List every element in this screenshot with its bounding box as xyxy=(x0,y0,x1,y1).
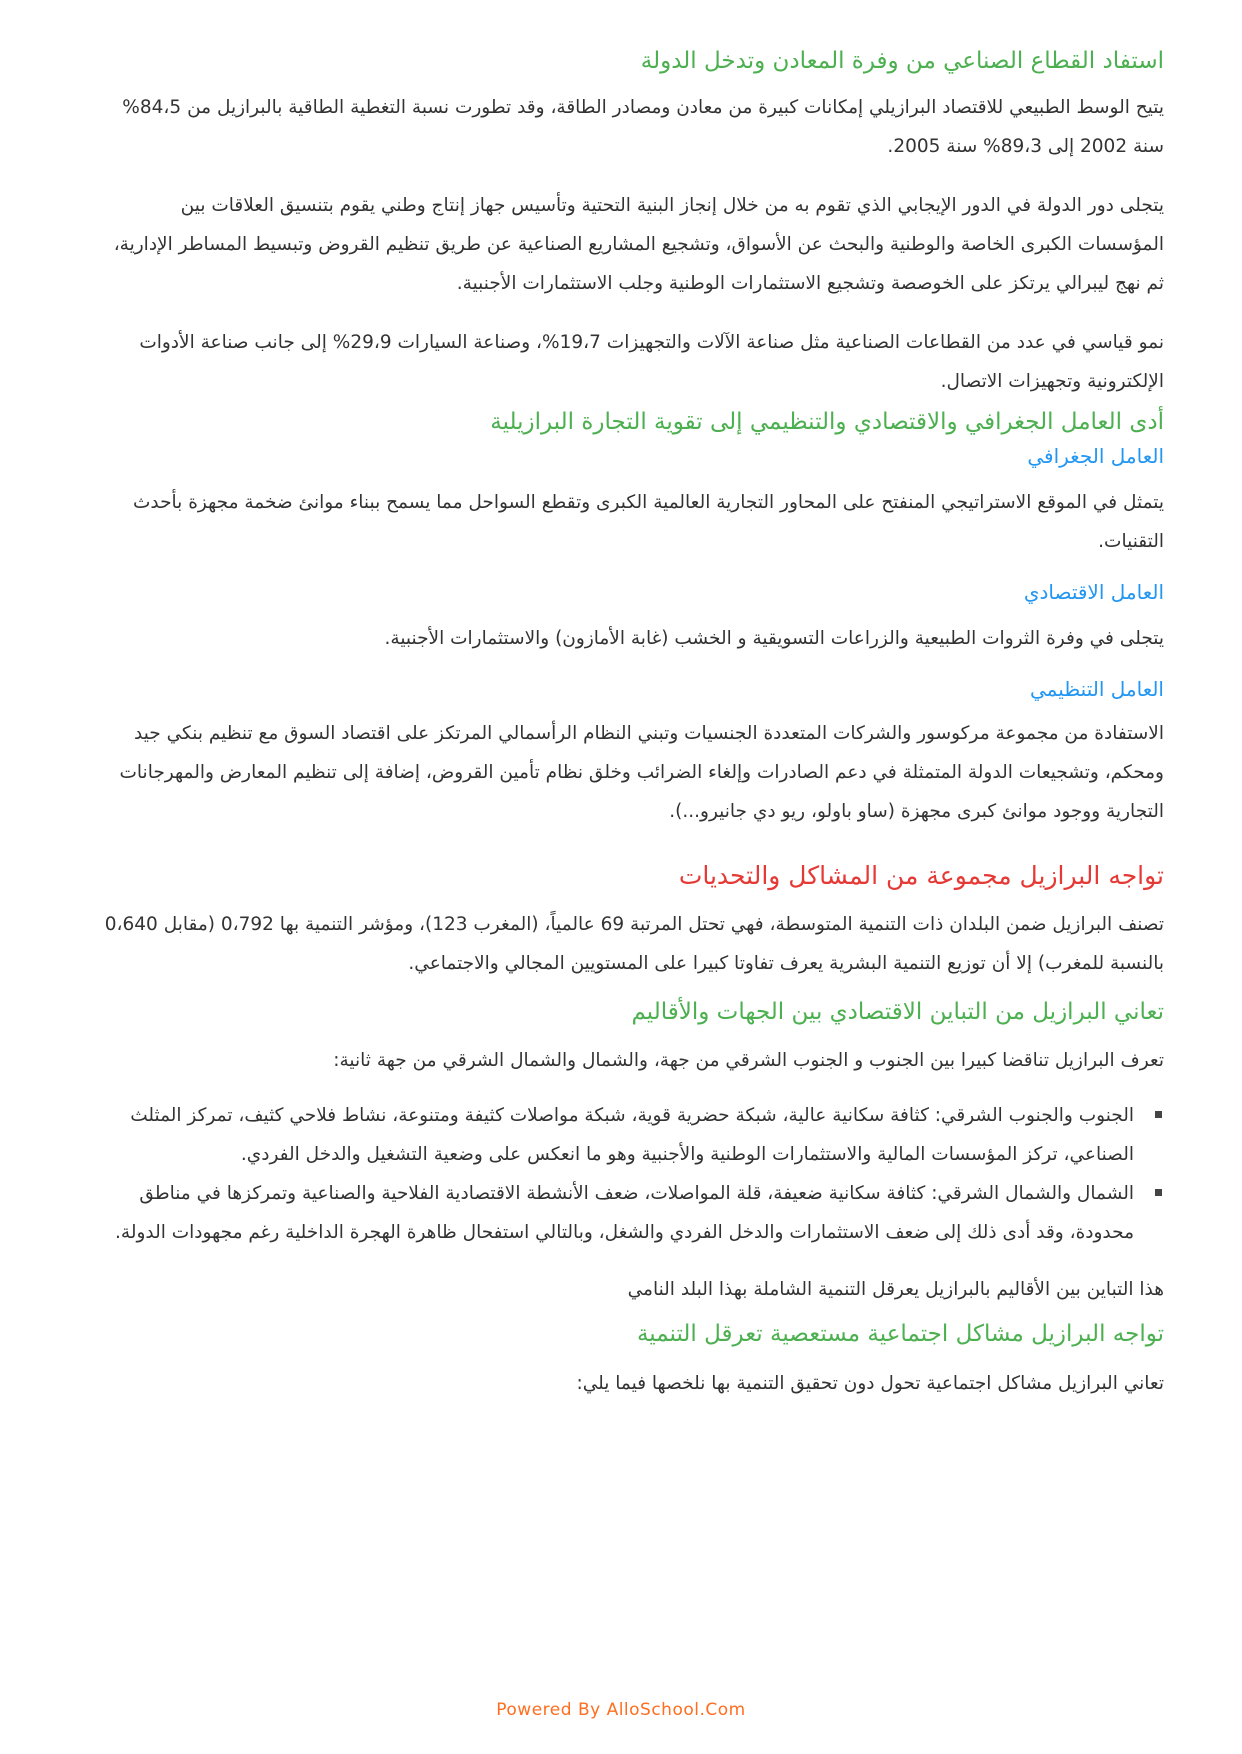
paragraph-economic: يتجلى في وفرة الثروات الطبيعية والزراعات التسويقية و الخشب (غابة الأمازون) والاستثمارات الأجنبية. xyxy=(384,628,1164,649)
disparity-list xyxy=(92,1096,1164,1252)
paragraph-geographic: يتمثل في الموقع الاستراتيجي المنفتح على المحاور التجارية العالمية الكبرى وتقطع السواحل مما يسمح ببناء موانئ ضخمة مجهزة بأحدث التقنيات. xyxy=(132,492,1164,552)
list-item-text: الشمال والشمال الشرقي: كثافة سكانية ضعيفة، قلة المواصلات، ضعف الأنشطة الاقتصادية الفلاحية والصناعية وتمركزها في مناطق محدودة، وقد أدى ذلك إلى ضعف الاستثمارات والدخل الفردي والشغل، وبالتالي استفحال ظاهرة الهجرة الداخلية رغم مجهودات الدولة. xyxy=(115,1183,1134,1243)
list-item xyxy=(92,1174,1134,1252)
section-heading-industry: استفاد القطاع الصناعي من وفرة المعادن وتدخل الدولة xyxy=(640,48,1164,74)
section-heading-trade: أدى العامل الجغرافي والاقتصادي والتنظيمي إلى تقوية التجارة البرازيلية xyxy=(490,408,1164,435)
paragraph-organizational: الاستفادة من مجموعة مركوسور والشركات المتعددة الجنسيات وتبني النظام الرأسمالي المرتكز على اقتصاد السوق مع تنظيم بنكي جيد ومحكم، وتشجيعات الدولة المتمثلة في دعم الصادرات وإلغاء الضرائب وخلق نظام تأمين القروض، إضافة إلى تنظيم المعارض والمهرجانات التجارية ووجود موانئ كبرى مجهزة (ساو باولو، ريو دي جانيرو...). xyxy=(119,723,1164,822)
paragraph-disparity-intro: تعرف البرازيل تناقضا كبيرا بين الجنوب و الجنوب الشرقي من جهة، والشمال والشمال الشرقي من جهة ثانية: xyxy=(333,1050,1164,1071)
footer-powered-by: Powered By AlloSchool.Com xyxy=(496,1700,746,1720)
section-heading-challenges: تواجه البرازيل مجموعة من المشاكل والتحديات xyxy=(678,861,1164,890)
subheading-geographic: العامل الجغرافي xyxy=(1027,444,1164,468)
square-bullet-icon xyxy=(1155,1111,1162,1118)
paragraph-social-intro: تعاني البرازيل مشاكل اجتماعية تحول دون تحقيق التنمية بها نلخصها فيما يلي: xyxy=(576,1372,1164,1394)
section-heading-regional-disparity: تعاني البرازيل من التباين الاقتصادي بين الجهات والأقاليم xyxy=(631,998,1164,1025)
subheading-organizational: العامل التنظيمي xyxy=(1029,677,1164,701)
list-item-text: الجنوب والجنوب الشرقي: كثافة سكانية عالية، شبكة حضرية قوية، شبكة مواصلات كثيفة ومتنوعة، نشاط فلاحي كثيف، تمركز المثلث الصناعي، تركز المؤسسات المالية والاستثمارات الوطنية والأجنبية وهو ما انعكس على وضعية التشغيل والدخل الفردي. xyxy=(130,1105,1134,1165)
list-item xyxy=(92,1096,1134,1174)
document-page xyxy=(92,44,1164,1403)
square-bullet-icon xyxy=(1155,1189,1162,1196)
paragraph-energy: يتيح الوسط الطبيعي للاقتصاد البرازيلي إمكانات كبيرة من معادن ومصادر الطاقة، وقد تطورت نسبة التغطية الطاقية بالبرازيل من 84،5% سنة 2002 إلى 89،3% سنة 2005. xyxy=(122,96,1164,157)
paragraph-state-role: يتجلى دور الدولة في الدور الإيجابي الذي تقوم به من خلال إنجاز البنية التحتية وتأسيس جهاز إنتاج وطني يقوم بتنسيق العلاقات بين المؤسسات الكبرى الخاصة والوطنية والبحث عن الأسواق، وتشجيع المشاريع الصناعية عن طريق تنظيم القروض وتبسيط المساطر الإدارية، ثم نهج ليبرالي يرتكز على الخوصصة وتشجيع الاستثمارات الوطنية وجلب الاستثمارات الأجنبية. xyxy=(113,194,1164,294)
paragraph-disparity-conclusion: هذا التباين بين الأقاليم بالبرازيل يعرقل التنمية الشاملة بهذا البلد النامي xyxy=(627,1279,1164,1300)
section-heading-social-problems: تواجه البرازيل مشاكل اجتماعية مستعصية تعرقل التنمية xyxy=(636,1321,1164,1347)
paragraph-development-rank: تصنف البرازيل ضمن البلدان ذات التنمية المتوسطة، فهي تحتل المرتبة 69 عالمياً، (المغرب 123)، ومؤشر التنمية بها 0،792 (مقابل 0،640 بالنسبة للمغرب) إلا أن توزيع التنمية البشرية يعرف تفاوتا كبيرا على المستويين المجالي والاجتماعي. xyxy=(104,913,1164,974)
paragraph-growth: نمو قياسي في عدد من القطاعات الصناعية مثل صناعة الآلات والتجهيزات 19،7%، وصناعة السيارات 29،9% إلى جانب صناعة الأدوات الإلكترونية وتجهيزات الاتصال. xyxy=(139,331,1164,392)
subheading-economic: العامل الاقتصادي xyxy=(1023,580,1164,604)
